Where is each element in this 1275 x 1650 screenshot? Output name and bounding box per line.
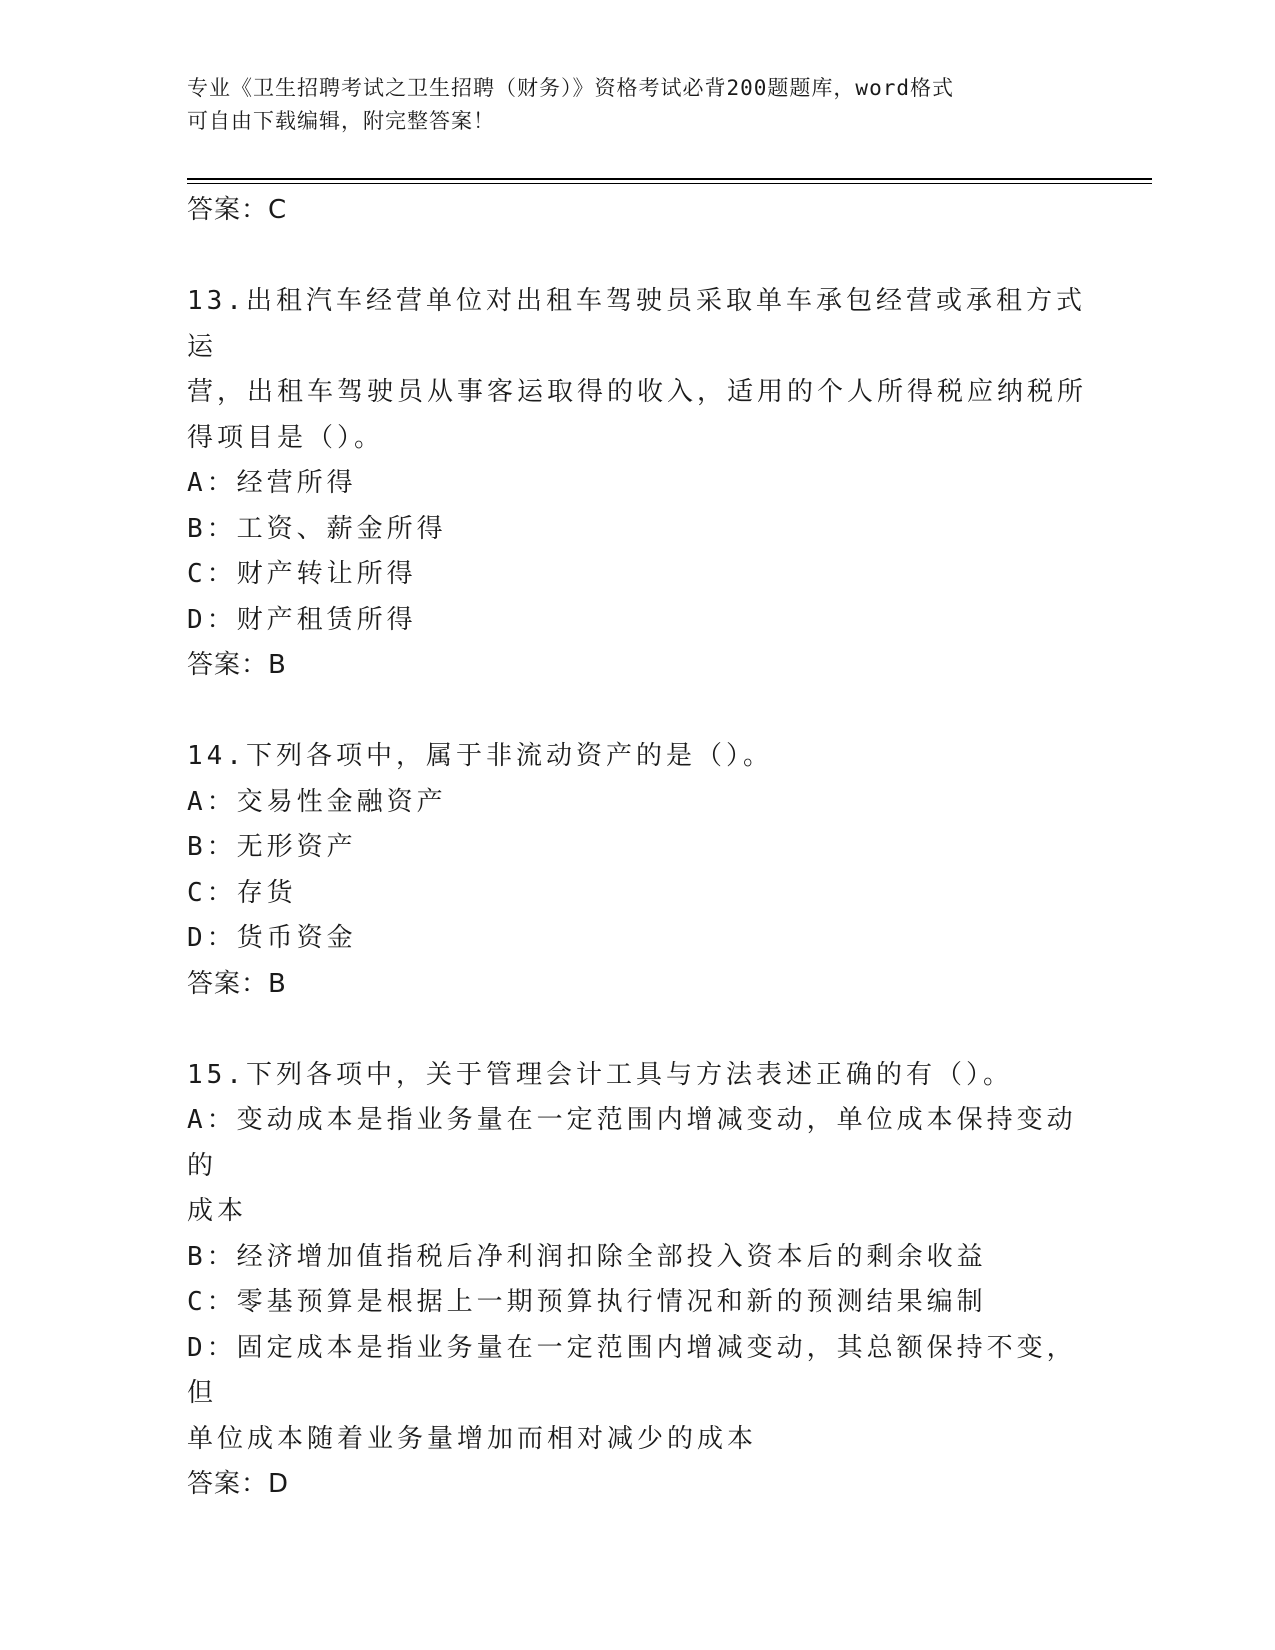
option-b: B：无形资产: [187, 832, 357, 862]
option-a: A：变动成本是指业务量在一定范围内增减变动，单位成本保持变动的: [187, 1105, 1077, 1181]
question-block-13: [187, 279, 1087, 689]
spacer: [187, 689, 1087, 735]
document-body: [187, 188, 1087, 1508]
option-a: A：交易性金融资产: [187, 786, 447, 817]
answer-line: 答案：B: [187, 650, 287, 680]
option-d-continued: 单位成本随着业务量增加而相对减少的成本: [187, 1423, 758, 1454]
header-line-1: 专业《卫生招聘考试之卫生招聘（财务）》资格考试必背200题题库，word格式: [187, 76, 954, 100]
document-header: [187, 72, 1087, 138]
answer-line: 答案：D: [187, 1469, 290, 1499]
question-stem-line: 得项目是（）。: [187, 422, 385, 453]
question-stem-line: 13.出租汽车经营单位对出租车驾驶员采取单车承包经营或承租方式运: [187, 286, 1086, 362]
answer-line: 答案：B: [187, 968, 287, 999]
previous-answer: 答案：C: [187, 195, 288, 225]
question-stem-line: 14.下列各项中，属于非流动资产的是（）。: [187, 741, 773, 771]
spacer: [187, 234, 1087, 280]
option-d: D：货币资金: [187, 923, 357, 953]
header-line-2: 可自由下载编辑，附完整答案！: [187, 109, 495, 133]
question-block-15: [187, 1053, 1087, 1508]
spacer: [187, 1007, 1087, 1053]
header-rule-thin: [187, 183, 1152, 184]
option-c: C：财产转让所得: [187, 559, 417, 589]
option-b: B：经济增加值指税后净利润扣除全部投入资本后的剩余收益: [187, 1241, 987, 1272]
question-stem-line: 营，出租车驾驶员从事客运取得的收入，适用的个人所得税应纳税所: [187, 377, 1088, 407]
question-stem-line: 15.下列各项中，关于管理会计工具与方法表述正确的有（）。: [187, 1059, 1013, 1090]
option-c: C：存货: [187, 877, 297, 908]
option-d: D：财产租赁所得: [187, 604, 417, 635]
option-a: A：经营所得: [187, 468, 357, 498]
option-c: C：零基预算是根据上一期预算执行情况和新的预测结果编制: [187, 1287, 987, 1317]
question-block-14: [187, 734, 1087, 1007]
header-rule-thick: [187, 178, 1152, 180]
option-d: D：固定成本是指业务量在一定范围内增减变动，其总额保持不变，但: [187, 1332, 1077, 1408]
option-b: B：工资、薪金所得: [187, 513, 447, 544]
option-a-continued: 成本: [187, 1196, 248, 1226]
